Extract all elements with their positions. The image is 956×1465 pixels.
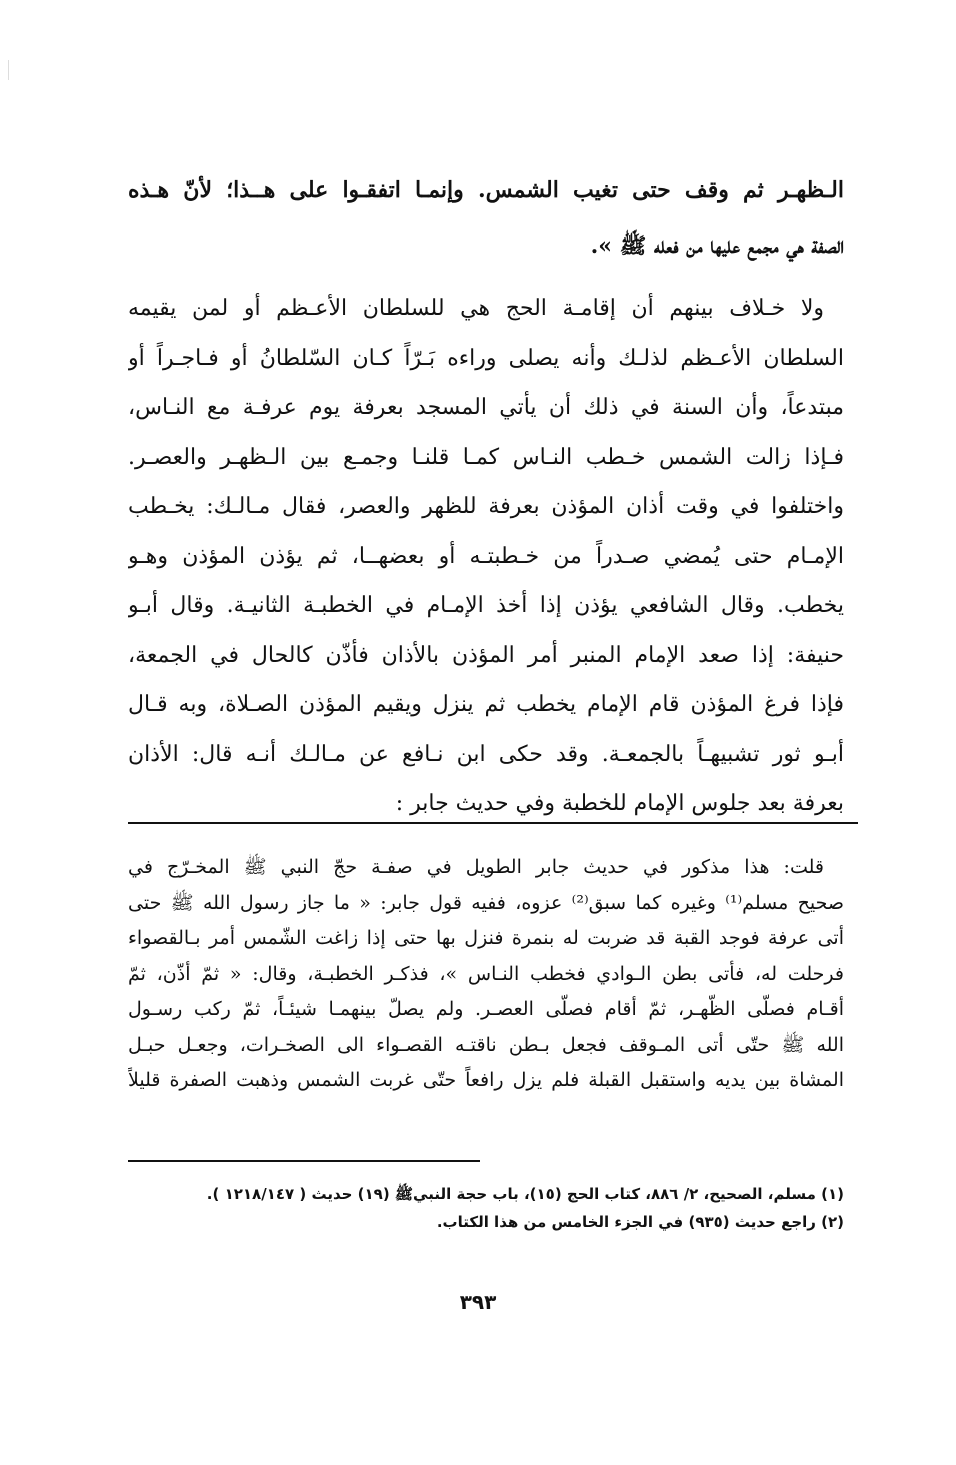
footnote-2: (٢) راجع حديث (٩٣٥) في الجزء الخامس من هذا الكتاب. — [436, 1213, 844, 1231]
note-line: فرحلت له، فأتى بطن الـوادي فخطب النـاس »، فذكـر الخطبـة، وقال: « ثمّ أذّن، ثمّ — [128, 962, 844, 985]
paragraph-line: بعرفة بعد جلوس الإمام للخطبة وفي حديث جابر : — [395, 791, 844, 816]
page-number: ٣٩٣ — [459, 1290, 497, 1314]
footnote-divider — [128, 1160, 480, 1162]
paragraph-line: حنيفة: إذا صعد الإمام المنبر أمر المؤذن بالأذان فأذّن كالحال في الجمعة، — [128, 642, 844, 668]
scan-artifact — [8, 60, 9, 80]
note-line: المشاة بين يديه واستقبل القبلة فلم يزل رافعاً حتّى غربت الشمس وذهبت الصفرة قليلاً — [128, 1069, 844, 1091]
note-line: صحيح مسلم⁽¹⁾ وغيره كما سبق⁽²⁾ عزوه، ففيه قول جابر: « ما جاز رسول الله ﷺ حتى — [128, 891, 844, 914]
footnotes — [128, 1180, 844, 1236]
section-divider — [128, 822, 858, 824]
note-line: الله ﷺ حتّى أتى المـوقف فجعل بـطن ناقتـه القصـواء الى الصخـرات، وجعـل حبـل — [128, 1033, 844, 1056]
paragraph-line: السلطان الأعـظم لذلـك وأنه يصلى وراءه بَـرّاً كـان السّلطانُ أو فـاجـراً أو — [128, 345, 844, 371]
paragraph-line: الإمـام حتى يُمضي صـدراً من خـطبتـه أو بعضهــا، ثم يؤذن المؤذن وهـو — [128, 543, 844, 569]
paragraph-line: مبتدعاً، وأن السنة في ذلك أن يأتي المسجد بعرفة يوم عرفـة مع النـاس، — [128, 395, 844, 420]
paragraph-line: فـإذا زالت الشمس خـطب النـاس كمـا قلنـا وجمـع بين الـظهـر والعصـر. — [128, 444, 844, 470]
quote-line: الـظهـر ثم وقف حتى تغيب الشمس. وإنمـا اتفقـوا على هــذا؛ لأنّ هـذه — [128, 177, 844, 203]
note-line: أقـام فصلّى الظّهـر، ثمّ أقام فصلّى العصـر. ولم يصلّ بينهمـا شيئـاً، ثمّ ركب رسـول — [128, 998, 844, 1020]
paragraph-line: أبـو ثور تشبيهـاً بالجمعـة. وقد حكى ابن نـافع عن مـالـك أنـه قال: الأذان — [128, 741, 844, 767]
paragraph-line: واختلفوا في وقت أذان المؤذن بعرفة للظهر والعصر، فقال مـالـك: يخـطب — [128, 494, 844, 519]
main-paragraph — [128, 284, 844, 829]
paragraph-line: يخطب. وقال الشافعي يؤذن إذا أخذ الإمـام في الخطبـة الثانيـة. وقال أبـو — [128, 593, 844, 618]
note-paragraph — [128, 850, 844, 1099]
paragraph-line: فإذا فرغ المؤذن قام الإمام يخطب ثم ينزل ويقيم المؤذن الصـلاة، وبه قـال — [128, 692, 844, 717]
note-line: أتى عرفة فوجد القبة قد ضربت له بنمرة فنزل بها حتى إذا زاغت الشّمس أمر بـالقصواء — [128, 927, 844, 949]
note-line: قلت: هذا مذكور في حديث جابر الطويل في صفـة حجّ النبي ﷺ المخـرّج في — [128, 856, 824, 878]
quote-block — [128, 162, 844, 274]
paragraph-line: ولا خـلاف بينهم أن إقامـة الحج هي للسلطان الأعـظم أو لمن يقيمه — [128, 296, 824, 321]
quote-line: الصفة هي مجمع عليها من فعله ﷺ ». — [590, 233, 844, 259]
footnote-1: (١) مسلم، الصحيح، ٢/ ٨٨٦، كتاب الحج (١٥)، باب حجة النبيﷺ (١٩) حديث ( ١٢١٨/١٤٧ ). — [206, 1185, 844, 1203]
